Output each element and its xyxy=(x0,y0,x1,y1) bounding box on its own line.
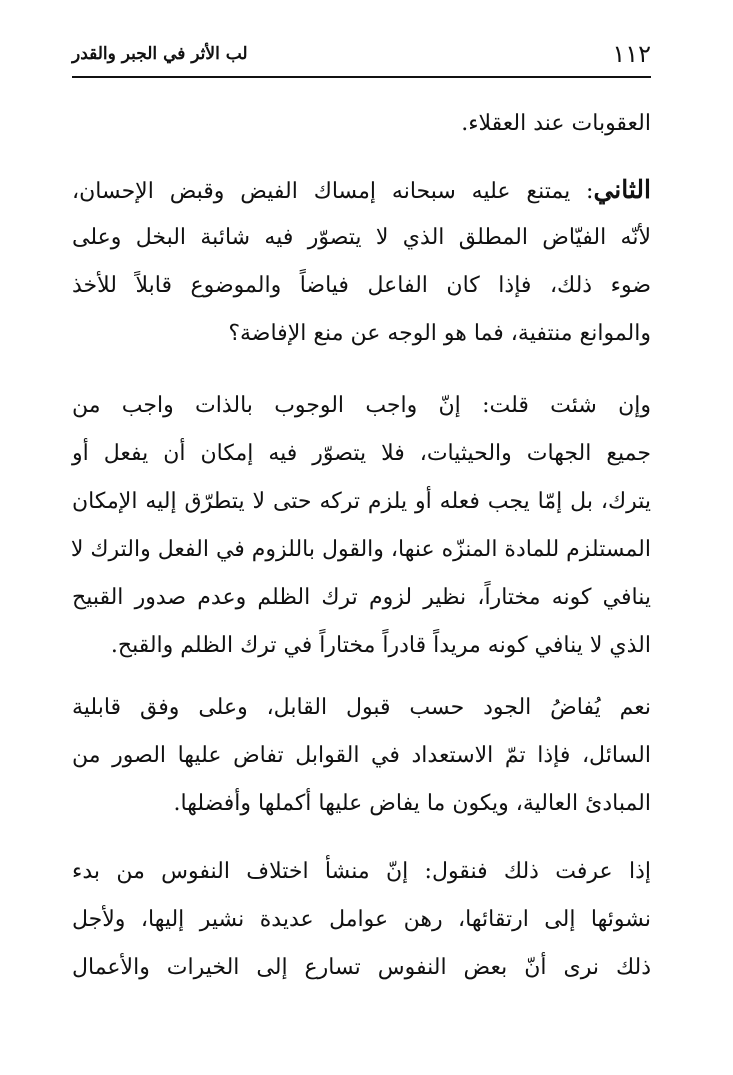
text-line: نشوئها إلى ارتقائها، رهن عوامل عديدة نشير إليها، ولأجل xyxy=(72,907,651,932)
text-line: إذا عرفت ذلك فنقول: إنّ منشأ اختلاف النفوس من بدء xyxy=(72,859,651,884)
page-number: ١١٢ xyxy=(612,40,651,68)
page-header xyxy=(72,34,651,74)
text-line: والموانع منتفية، فما هو الوجه عن منع الإفاضة؟ xyxy=(228,321,651,346)
text-line: الذي لا ينافي كونه مريداً قادراً مختاراً في ترك الظلم والقبح. xyxy=(110,633,651,658)
paragraph-1 xyxy=(72,100,651,148)
text-line: ضوء ذلك، فإذا كان الفاعل فياضاً والموضوع قابلاً للأخذ xyxy=(72,273,651,298)
text-line: يترك، بل إمّا يجب فعله أو يلزم تركه حتى لا يتطرّق إليه الإمكان xyxy=(72,489,651,514)
text-line: ذلك نرى أنّ بعض النفوس تسارع إلى الخيرات والأعمال xyxy=(72,955,651,980)
header-divider xyxy=(72,76,651,78)
text-line: نعم يُفاضُ الجود حسب قبول القابل، وعلى وفق قابلية xyxy=(72,695,651,720)
text-line: وإن شئت قلت: إنّ واجب الوجوب بالذات واجب من xyxy=(72,393,651,418)
paragraph-2 xyxy=(72,166,651,358)
text-line: السائل، فإذا تمّ الاستعداد في القوابل تفاض عليها الصور من xyxy=(72,743,651,768)
text-line xyxy=(72,166,651,214)
text-line-rest: : يمتنع عليه سبحانه إمساك الفيض وقبض الإحسان، xyxy=(72,179,594,204)
text-line: لأنّه الفيّاض المطلق الذي لا يتصوّر فيه شائبة البخل وعلى xyxy=(72,225,651,250)
text-line: العقوبات عند العقلاء. xyxy=(461,111,651,136)
running-title: لب الأثر في الجبر والقدر xyxy=(72,43,248,64)
paragraph-3 xyxy=(72,382,651,670)
text-line: جميع الجهات والحيثيات، فلا يتصوّر فيه إمكان أن يفعل أو xyxy=(72,441,651,466)
text-line: المبادئ العالية، ويكون ما يفاض عليها أكملها وأفضلها. xyxy=(173,791,651,816)
lead-word: الثاني xyxy=(593,175,651,204)
text-line: ينافي كونه مختاراً، نظير لزوم ترك الظلم وعدم صدور القبيح xyxy=(72,585,651,610)
text-line: المستلزم للمادة المنزّه عنها، والقول باللزوم في الفعل والترك لا xyxy=(70,537,651,562)
paragraph-4 xyxy=(72,684,651,828)
paragraph-5 xyxy=(72,848,651,992)
